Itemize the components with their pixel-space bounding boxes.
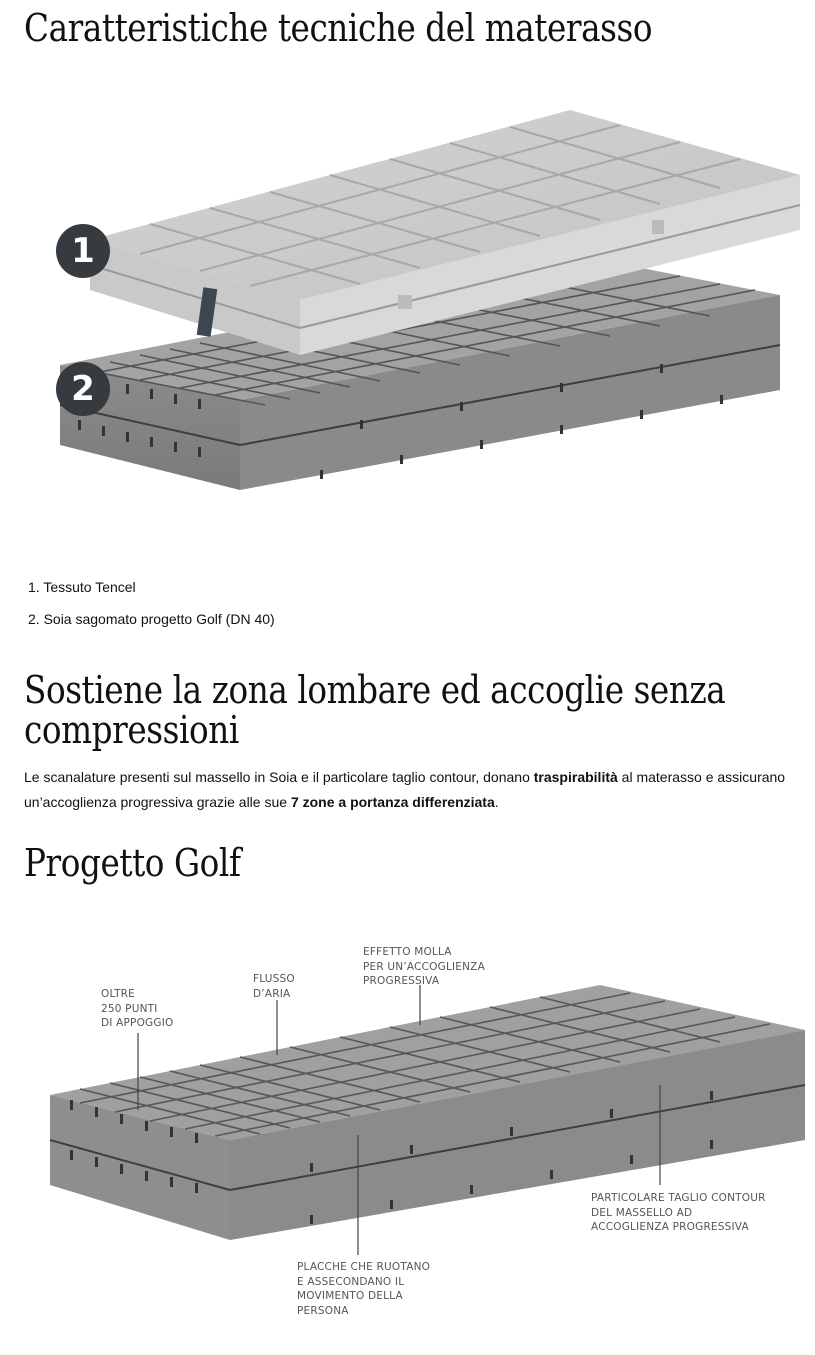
callout-contour-cut: PARTICOLARE TAGLIO CONTOUR DEL MASSELLO AD ACCOGLIENZA PROGRESSIVA [591,1192,766,1233]
mattress-layers-illustration [40,100,810,530]
desc-text: al materasso e assicurano un’accoglienza progressiva grazie alle sue [24,769,786,810]
section-title-lumbar: Sostiene la zona lombare ed accoglie senza compressioni [24,668,726,752]
feature-item: 1. Tessuto Tencel [28,579,136,595]
callout-spring-effect: EFFETTO MOLLA PER UN’ACCOGLIENZA PROGRESSIVA [363,946,485,987]
section-title-technical: Caratteristiche tecniche del materasso [24,6,653,50]
layer-badge-1: 1 [56,224,110,278]
lumbar-description [24,765,794,815]
feature-item: 2. Soia sagomato progetto Golf (DN 40) [28,611,275,627]
callout-airflow: FLUSSO D’ARIA [253,973,295,1000]
desc-text: . [494,794,499,810]
features-list [28,573,275,637]
desc-bold-breathability: traspirabilità [533,769,618,785]
callout-support-points: OLTRE 250 PUNTI DI APPOGGIO [101,988,174,1029]
desc-bold-zones: 7 zone a portanza differenziata [290,794,495,810]
callout-rotating-plates: PLACCHE CHE RUOTANO E ASSECONDANO IL MOVIMENTO DELLA PERSONA [297,1261,431,1317]
layer-badge-2: 2 [56,362,110,416]
desc-text: Le scanalature presenti sul massello in Soia e il particolare taglio contour, donano [24,769,534,785]
section-title-golf: Progetto Golf [24,841,241,885]
